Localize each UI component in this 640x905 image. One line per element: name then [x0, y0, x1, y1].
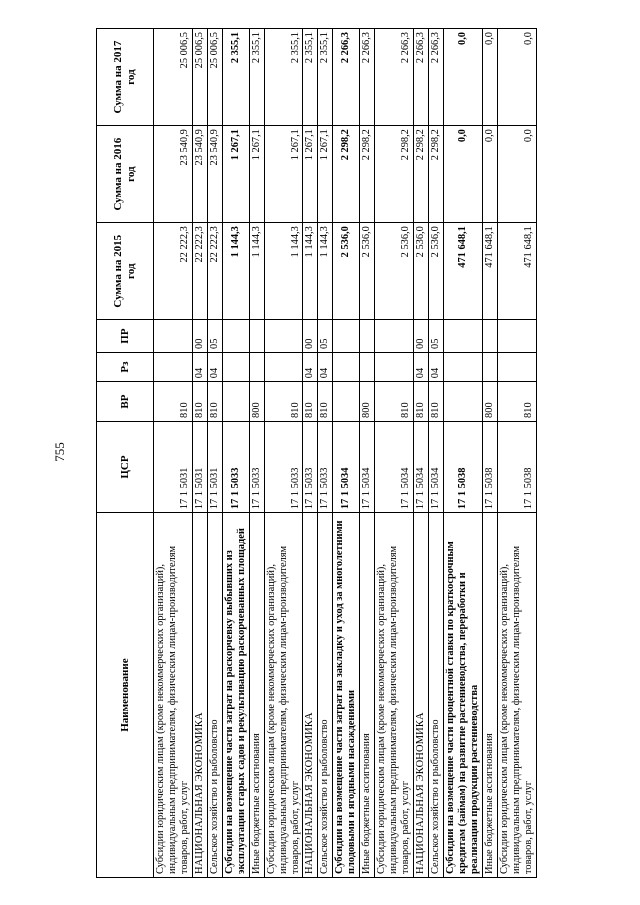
row-csr: 17 1 5038	[482, 421, 497, 512]
row-sum-2016: 23 540,9	[207, 126, 222, 223]
row-csr: 17 1 5034	[414, 421, 429, 512]
table-row	[192, 29, 207, 878]
row-name: Иные бюджетные ассигнования	[482, 513, 497, 878]
row-pr	[497, 320, 536, 353]
row-csr: 17 1 5033	[303, 421, 318, 512]
row-sum-2016: 23 540,9	[192, 126, 207, 223]
row-rz	[222, 352, 249, 381]
table-row	[360, 29, 375, 878]
row-sum-2015: 2 536,0	[360, 223, 375, 320]
header-sum-2015: Сумма на 2015 год	[97, 223, 154, 320]
row-rz	[497, 352, 536, 381]
row-pr	[264, 320, 303, 353]
row-sum-2016: 1 267,1	[264, 126, 303, 223]
row-vr: 800	[249, 382, 264, 422]
table-row-subsidy-heading	[222, 29, 249, 878]
row-name: Субсидии юридическим лицам (кроме некоммерческих организаций), индивидуальным предпринимателям, физическим лицам-производителям товаров, работ, услуг	[154, 513, 193, 878]
row-sum-2015: 1 144,3	[318, 223, 333, 320]
row-csr: 17 1 5033	[318, 421, 333, 512]
row-sum-2015: 2 536,0	[414, 223, 429, 320]
row-sum-2016: 1 267,1	[318, 126, 333, 223]
row-sum-2017: 2 355,1	[264, 29, 303, 126]
table-row	[429, 29, 444, 878]
row-csr: 17 1 5033	[264, 421, 303, 512]
row-csr: 17 1 5033	[222, 421, 249, 512]
row-rz	[264, 352, 303, 381]
header-pr: ПР	[97, 320, 154, 353]
row-vr: 810	[414, 382, 429, 422]
row-csr: 17 1 5033	[249, 421, 264, 512]
row-name: Субсидии юридическим лицам (кроме некоммерческих организаций), индивидуальным предпринимателям, физическим лицам-производителям товаров, работ, услуг	[375, 513, 414, 878]
row-csr: 17 1 5038	[497, 421, 536, 512]
row-name: НАЦИОНАЛЬНАЯ ЭКОНОМИКА	[192, 513, 207, 878]
row-sum-2016: 2 298,2	[429, 126, 444, 223]
row-sum-2016: 2 298,2	[375, 126, 414, 223]
row-pr	[154, 320, 193, 353]
table-row	[249, 29, 264, 878]
table-header-row	[97, 29, 154, 878]
row-vr: 810	[375, 382, 414, 422]
table-row	[318, 29, 333, 878]
row-pr	[444, 320, 483, 353]
row-name: Сельское хозяйство и рыболовство	[207, 513, 222, 878]
row-name: Субсидии юридическим лицам (кроме некоммерческих организаций), индивидуальным предпринимателям, физическим лицам-производителям товаров, работ, услуг	[497, 513, 536, 878]
row-csr: 17 1 5034	[360, 421, 375, 512]
row-pr: 00	[414, 320, 429, 353]
row-sum-2016: 0,0	[444, 126, 483, 223]
row-sum-2017: 2 266,3	[360, 29, 375, 126]
row-rz	[249, 352, 264, 381]
header-sum-2016: Сумма на 2016 год	[97, 126, 154, 223]
row-sum-2016: 1 267,1	[222, 126, 249, 223]
row-name: Субсидии юридическим лицам (кроме некоммерческих организаций), индивидуальным предпринимателям, физическим лицам-производителям товаров, работ, услуг	[264, 513, 303, 878]
row-sum-2017: 2 355,1	[222, 29, 249, 126]
row-sum-2016: 1 267,1	[303, 126, 318, 223]
table-row	[414, 29, 429, 878]
row-sum-2015: 2 536,0	[429, 223, 444, 320]
row-sum-2017: 25 006,5	[154, 29, 193, 126]
row-rz	[154, 352, 193, 381]
row-rz	[360, 352, 375, 381]
row-rz: 04	[429, 352, 444, 381]
row-sum-2016: 1 267,1	[249, 126, 264, 223]
row-csr: 17 1 5034	[333, 421, 360, 512]
row-sum-2017: 2 355,1	[318, 29, 333, 126]
row-name: Субсидии на возмещение части затрат на раскорчевку выбывших из эксплуатации старых садов и рекультивацию раскорчеванных площадей	[222, 513, 249, 878]
budget-table	[96, 28, 537, 878]
row-sum-2015: 2 536,0	[375, 223, 414, 320]
row-rz	[444, 352, 483, 381]
table-row	[154, 29, 193, 878]
row-sum-2015: 1 144,3	[303, 223, 318, 320]
row-pr: 05	[318, 320, 333, 353]
row-vr: 810	[154, 382, 193, 422]
row-rz: 04	[318, 352, 333, 381]
table-row	[264, 29, 303, 878]
row-pr	[249, 320, 264, 353]
row-pr: 00	[303, 320, 318, 353]
header-rz: Рз	[97, 352, 154, 381]
row-rz: 04	[414, 352, 429, 381]
row-vr: 800	[360, 382, 375, 422]
row-sum-2015: 1 144,3	[264, 223, 303, 320]
row-name: Субсидии на возмещение части процентной ставки по краткосрочным кредитам (займам) на развитие растениеводства, переработки и реализации продукции растениеводства	[444, 513, 483, 878]
row-sum-2016: 2 298,2	[414, 126, 429, 223]
table-row	[375, 29, 414, 878]
row-vr: 810	[429, 382, 444, 422]
row-pr: 00	[192, 320, 207, 353]
row-csr: 17 1 5031	[192, 421, 207, 512]
row-sum-2015: 471 648,1	[444, 223, 483, 320]
header-vr: ВР	[97, 382, 154, 422]
row-sum-2017: 2 266,3	[429, 29, 444, 126]
table-row-subsidy-heading	[444, 29, 483, 878]
row-pr	[333, 320, 360, 353]
row-vr: 810	[264, 382, 303, 422]
row-sum-2017: 2 266,3	[375, 29, 414, 126]
row-name: Сельское хозяйство и рыболовство	[318, 513, 333, 878]
row-sum-2017: 2 355,1	[249, 29, 264, 126]
header-name: Наименование	[97, 513, 154, 878]
table-row	[207, 29, 222, 878]
row-sum-2016: 2 298,2	[360, 126, 375, 223]
row-sum-2017: 0,0	[497, 29, 536, 126]
row-sum-2017: 2 266,3	[414, 29, 429, 126]
row-name: Иные бюджетные ассигнования	[360, 513, 375, 878]
row-pr	[360, 320, 375, 353]
row-pr	[482, 320, 497, 353]
row-sum-2017: 25 006,5	[207, 29, 222, 126]
row-csr: 17 1 5031	[154, 421, 193, 512]
row-sum-2015: 22 222,3	[192, 223, 207, 320]
row-rz: 04	[303, 352, 318, 381]
row-sum-2015: 1 144,3	[222, 223, 249, 320]
row-vr: 810	[207, 382, 222, 422]
row-vr: 810	[192, 382, 207, 422]
row-pr	[375, 320, 414, 353]
row-csr: 17 1 5031	[207, 421, 222, 512]
header-csr: ЦСР	[97, 421, 154, 512]
table-row-subsidy-heading	[333, 29, 360, 878]
table-row	[482, 29, 497, 878]
row-vr: 810	[303, 382, 318, 422]
row-name: Сельское хозяйство и рыболовство	[429, 513, 444, 878]
row-sum-2017: 0,0	[444, 29, 483, 126]
row-rz: 04	[192, 352, 207, 381]
row-vr: 800	[482, 382, 497, 422]
row-sum-2016: 2 298,2	[333, 126, 360, 223]
table-row	[303, 29, 318, 878]
row-vr: 810	[318, 382, 333, 422]
row-sum-2017: 2 355,1	[303, 29, 318, 126]
row-sum-2016: 0,0	[497, 126, 536, 223]
row-name: Субсидии на возмещение части затрат на закладку и уход за многолетними плодовыми и ягодными насаждениями	[333, 513, 360, 878]
row-csr: 17 1 5034	[429, 421, 444, 512]
row-vr	[444, 382, 483, 422]
row-rz	[333, 352, 360, 381]
row-name: НАЦИОНАЛЬНАЯ ЭКОНОМИКА	[414, 513, 429, 878]
row-sum-2017: 2 266,3	[333, 29, 360, 126]
row-sum-2015: 22 222,3	[154, 223, 193, 320]
row-rz	[375, 352, 414, 381]
row-pr	[222, 320, 249, 353]
row-vr	[333, 382, 360, 422]
row-sum-2015: 471 648,1	[497, 223, 536, 320]
row-sum-2017: 0,0	[482, 29, 497, 126]
row-vr	[222, 382, 249, 422]
row-vr: 810	[497, 382, 536, 422]
row-pr: 05	[429, 320, 444, 353]
row-sum-2015: 22 222,3	[207, 223, 222, 320]
table-row	[497, 29, 536, 878]
row-rz	[482, 352, 497, 381]
row-sum-2016: 23 540,9	[154, 126, 193, 223]
row-pr: 05	[207, 320, 222, 353]
row-sum-2015: 1 144,3	[249, 223, 264, 320]
page-number: 755	[52, 442, 67, 462]
row-rz: 04	[207, 352, 222, 381]
row-name: Иные бюджетные ассигнования	[249, 513, 264, 878]
row-sum-2017: 25 006,5	[192, 29, 207, 126]
row-csr: 17 1 5038	[444, 421, 483, 512]
row-sum-2016: 0,0	[482, 126, 497, 223]
row-csr: 17 1 5034	[375, 421, 414, 512]
row-sum-2015: 471 648,1	[482, 223, 497, 320]
header-sum-2017: Сумма на 2017 год	[97, 29, 154, 126]
row-name: НАЦИОНАЛЬНАЯ ЭКОНОМИКА	[303, 513, 318, 878]
row-sum-2015: 2 536,0	[333, 223, 360, 320]
